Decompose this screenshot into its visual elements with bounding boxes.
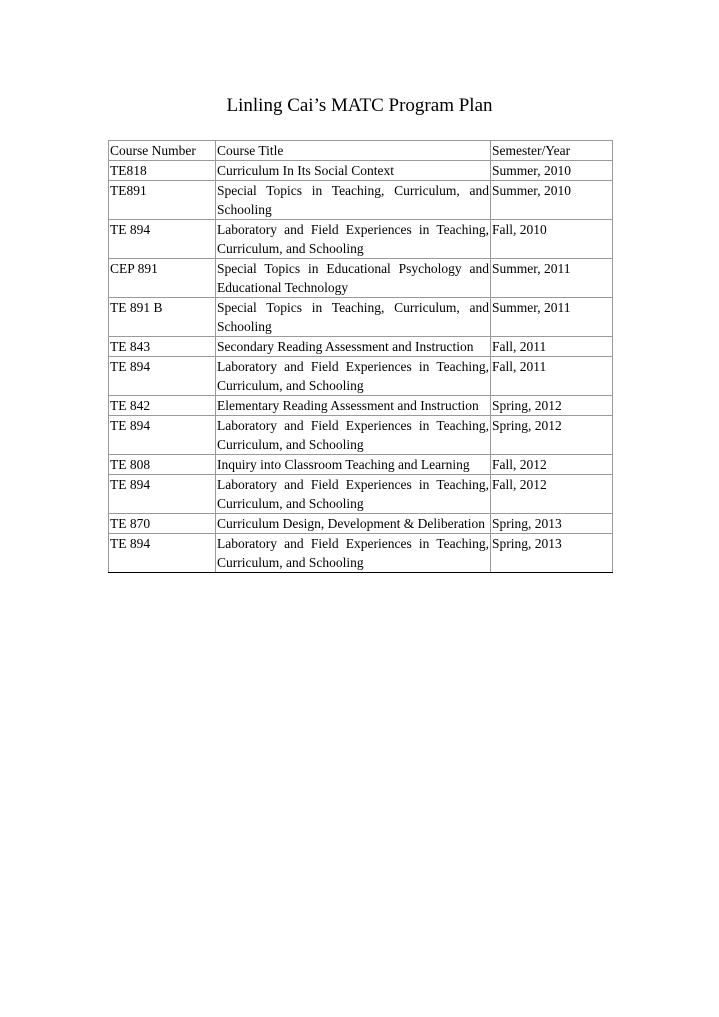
semester-year-cell: Spring, 2012 xyxy=(491,416,613,455)
table-header-row xyxy=(109,141,613,161)
course-title-cell: Secondary Reading Assessment and Instruction xyxy=(216,337,491,357)
table-row xyxy=(109,357,613,396)
page-title: Linling Cai’s MATC Program Plan xyxy=(226,95,493,116)
semester-year-cell: Summer, 2010 xyxy=(491,161,613,181)
course-number-cell: TE891 xyxy=(109,181,216,220)
table-row xyxy=(109,455,613,475)
course-number-cell: TE 808 xyxy=(109,455,216,475)
course-title-cell: Special Topics in Teaching, Curriculum, and Schooling xyxy=(216,298,491,337)
course-title-cell: Curriculum In Its Social Context xyxy=(216,161,491,181)
semester-year-cell: Fall, 2010 xyxy=(491,220,613,259)
column-header-course-title: Course Title xyxy=(216,141,491,161)
column-header-semester-year: Semester/Year xyxy=(491,141,613,161)
course-number-cell: TE 870 xyxy=(109,514,216,534)
semester-year-cell: Fall, 2012 xyxy=(491,455,613,475)
table-row xyxy=(109,337,613,357)
course-title-cell: Laboratory and Field Experiences in Teaching, Curriculum, and Schooling xyxy=(216,475,491,514)
semester-year-cell: Fall, 2011 xyxy=(491,337,613,357)
course-title-cell: Laboratory and Field Experiences in Teaching, Curriculum, and Schooling xyxy=(216,534,491,573)
course-number-cell: TE818 xyxy=(109,161,216,181)
course-title-cell: Inquiry into Classroom Teaching and Learning xyxy=(216,455,491,475)
semester-year-cell: Spring, 2012 xyxy=(491,396,613,416)
table-row xyxy=(109,514,613,534)
table-row xyxy=(109,161,613,181)
column-header-course-number: Course Number xyxy=(109,141,216,161)
course-number-cell: TE 891 B xyxy=(109,298,216,337)
table-row xyxy=(109,475,613,514)
course-title-cell: Laboratory and Field Experiences in Teaching, Curriculum, and Schooling xyxy=(216,357,491,396)
semester-year-cell: Summer, 2011 xyxy=(491,259,613,298)
semester-year-cell: Spring, 2013 xyxy=(491,514,613,534)
table-row xyxy=(109,181,613,220)
semester-year-cell: Summer, 2010 xyxy=(491,181,613,220)
course-number-cell: TE 842 xyxy=(109,396,216,416)
course-number-cell: TE 894 xyxy=(109,220,216,259)
semester-year-cell: Summer, 2011 xyxy=(491,298,613,337)
course-title-cell: Curriculum Design, Development & Deliberation xyxy=(216,514,491,534)
course-title-cell: Laboratory and Field Experiences in Teaching, Curriculum, and Schooling xyxy=(216,220,491,259)
table-row xyxy=(109,416,613,455)
program-plan-table xyxy=(108,140,613,573)
course-number-cell: TE 843 xyxy=(109,337,216,357)
table-row xyxy=(109,534,613,573)
course-number-cell: TE 894 xyxy=(109,475,216,514)
course-number-cell: CEP 891 xyxy=(109,259,216,298)
course-number-cell: TE 894 xyxy=(109,534,216,573)
course-title-cell: Laboratory and Field Experiences in Teaching, Curriculum, and Schooling xyxy=(216,416,491,455)
course-title-cell: Elementary Reading Assessment and Instruction xyxy=(216,396,491,416)
table-row xyxy=(109,259,613,298)
semester-year-cell: Spring, 2013 xyxy=(491,534,613,573)
course-title-cell: Special Topics in Teaching, Curriculum, and Schooling xyxy=(216,181,491,220)
course-title-cell: Special Topics in Educational Psychology and Educational Technology xyxy=(216,259,491,298)
course-number-cell: TE 894 xyxy=(109,357,216,396)
semester-year-cell: Fall, 2011 xyxy=(491,357,613,396)
table-row xyxy=(109,396,613,416)
course-number-cell: TE 894 xyxy=(109,416,216,455)
table-row xyxy=(109,220,613,259)
table-row xyxy=(109,298,613,337)
semester-year-cell: Fall, 2012 xyxy=(491,475,613,514)
